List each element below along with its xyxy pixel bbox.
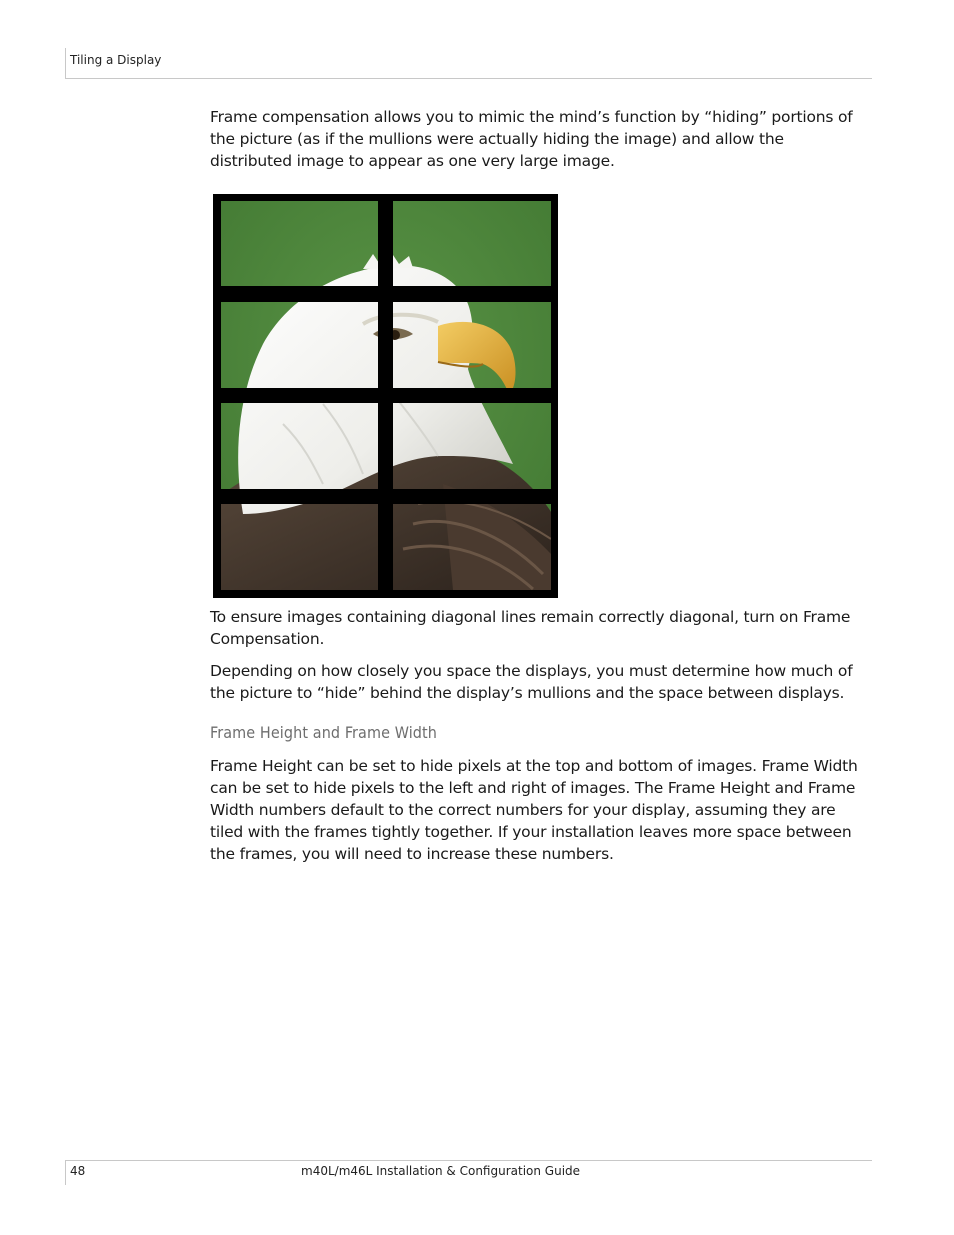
page-number: 48: [70, 1164, 86, 1178]
intro-paragraph-block: [210, 106, 870, 172]
tiled-eagle-figure: [213, 194, 558, 598]
page-footer: [65, 1160, 872, 1185]
document-title: m40L/m46L Installation & Configuration Guide: [301, 1164, 581, 1178]
paragraph-block-diagonal: [210, 606, 870, 650]
section-title: Tiling a Display: [70, 53, 162, 67]
paragraph-frame-compensation: Frame compensation allows you to mimic the mind’s function by “hiding” portions of the picture (as if the mullions were actually hiding the image) and allow the distributed image to appear as one very large image.: [210, 108, 853, 170]
paragraph-block-frame-settings: [210, 755, 870, 865]
paragraph-diagonal-lines: To ensure images containing diagonal lines remain correctly diagonal, turn on Frame Compensation.: [210, 608, 851, 648]
tiled-eagle-illustration: [213, 194, 558, 598]
page-header: [65, 48, 872, 79]
subheading-frame-height-width: Frame Height and Frame Width: [210, 723, 438, 742]
paragraph-display-spacing: Depending on how closely you space the displays, you must determine how much of the picture to “hide” behind the display’s mullions and the space between displays.: [210, 662, 853, 702]
paragraph-block-spacing: [210, 660, 870, 704]
paragraph-frame-settings: Frame Height can be set to hide pixels at the top and bottom of images. Frame Width can be set to hide pixels to the left and right of images. The Frame Height and Frame Width numbers default to the correct numbers for your display, assuming they are tiled with the frames tightly together. If your installation leaves more space between the frames, you will need to increase these numbers.: [210, 757, 858, 863]
